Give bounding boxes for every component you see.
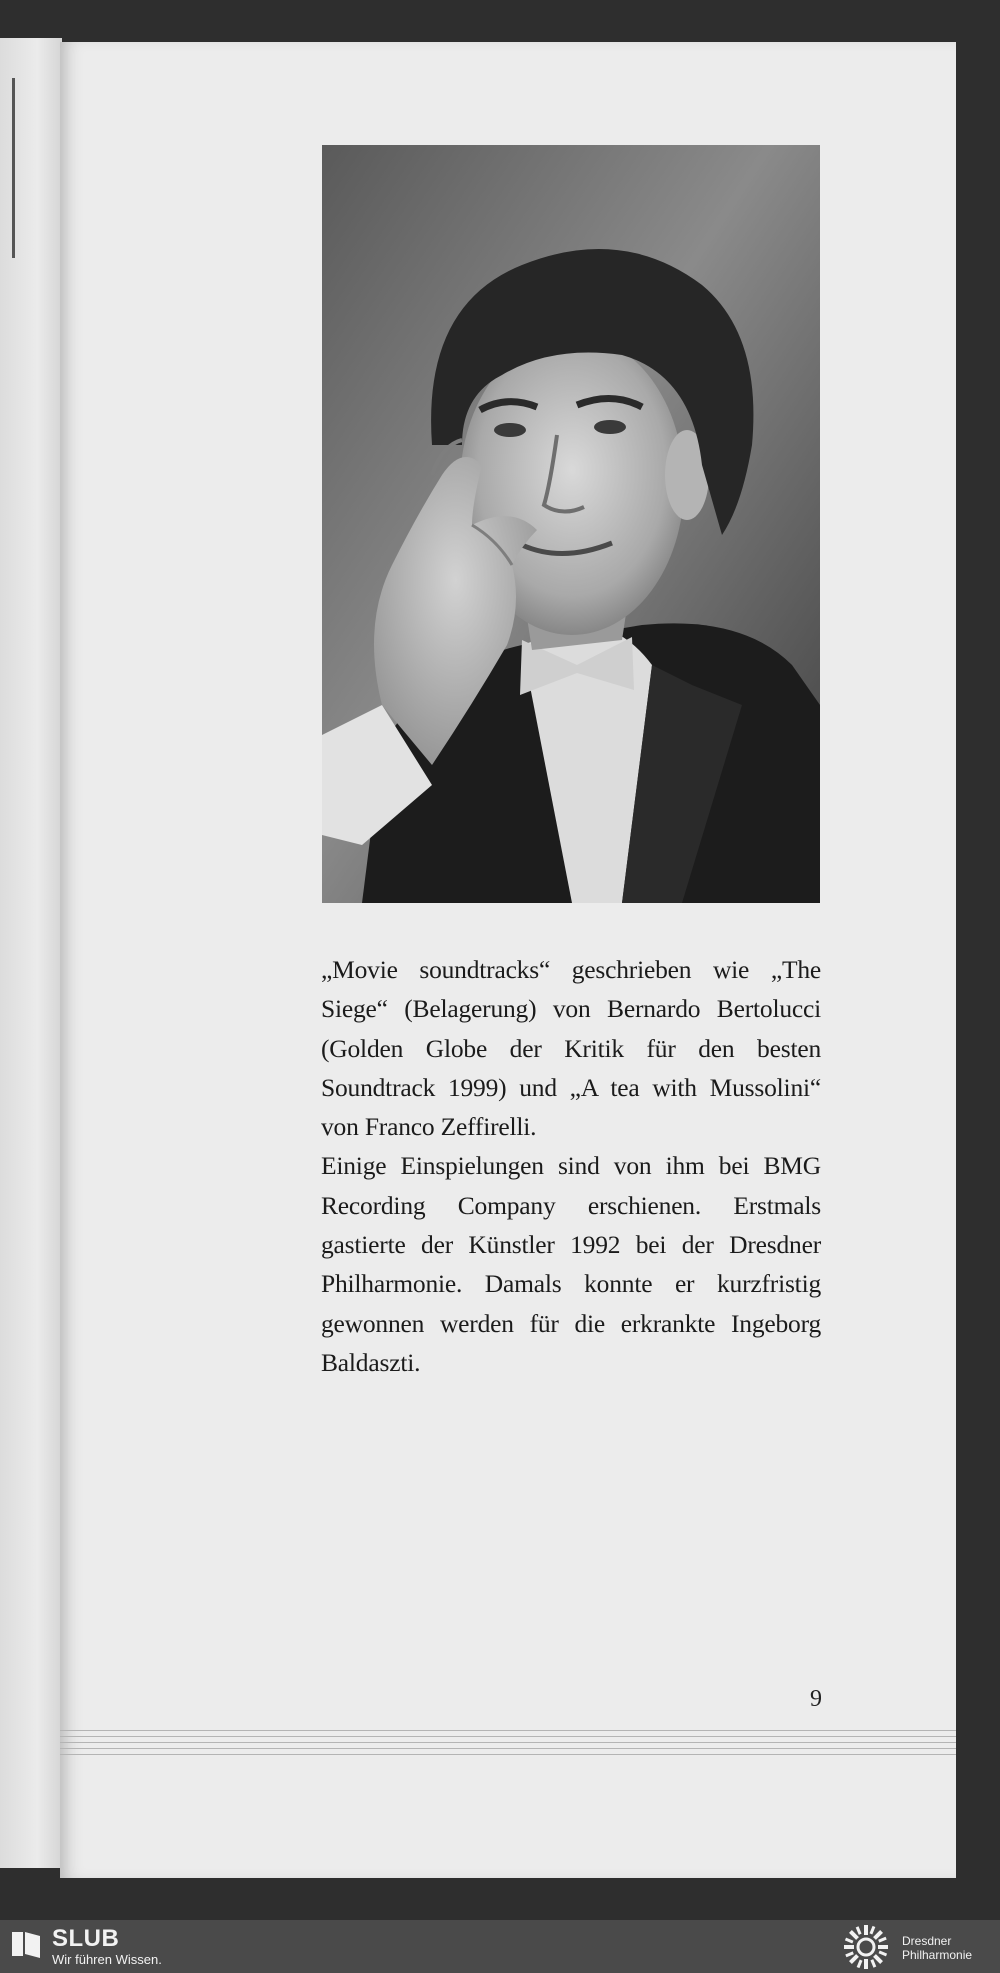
philharmonie-sunburst-icon [842, 1924, 890, 1970]
biography-text [321, 950, 821, 1382]
biography-paragraph-2: Einige Einspielungen sind von ihm bei BMG Recording Company erschienen. Erstmals gastierte der Künstler 1992 bei der Dresdner Philharmonie. Damals konnte er kurzfristig gewonnen werden für die erkrankte Ingeborg Baldaszti. [321, 1151, 821, 1377]
left-page-mark [12, 78, 15, 258]
slub-tagline: Wir führen Wissen. [52, 1952, 162, 1967]
philharmonie-name-line1: Dresdner [902, 1934, 952, 1948]
staff-line [60, 1742, 956, 1743]
biography-paragraph-1: „Movie soundtracks“ geschrieben wie „The Siege“ (Belagerung) von Bernardo Bertolucci (Golden Globe der Kritik für den besten Soundtrack 1999) und „A tea with Mussolini“ von Franco Zeffirelli. [321, 955, 821, 1142]
slub-book-icon [12, 1930, 42, 1958]
staff-line [60, 1736, 956, 1737]
left-page-edge [0, 38, 62, 1868]
staff-line [60, 1730, 956, 1731]
conductor-portrait [322, 145, 820, 903]
staff-line [60, 1754, 956, 1755]
slub-name: SLUB [52, 1925, 120, 1952]
philharmonie-name-line2: Philharmonie [902, 1948, 973, 1962]
philharmonie-name [902, 1934, 997, 1962]
page-number: 9 [810, 1686, 822, 1712]
staff-line [60, 1748, 956, 1749]
footer-bar [0, 1920, 1000, 1973]
